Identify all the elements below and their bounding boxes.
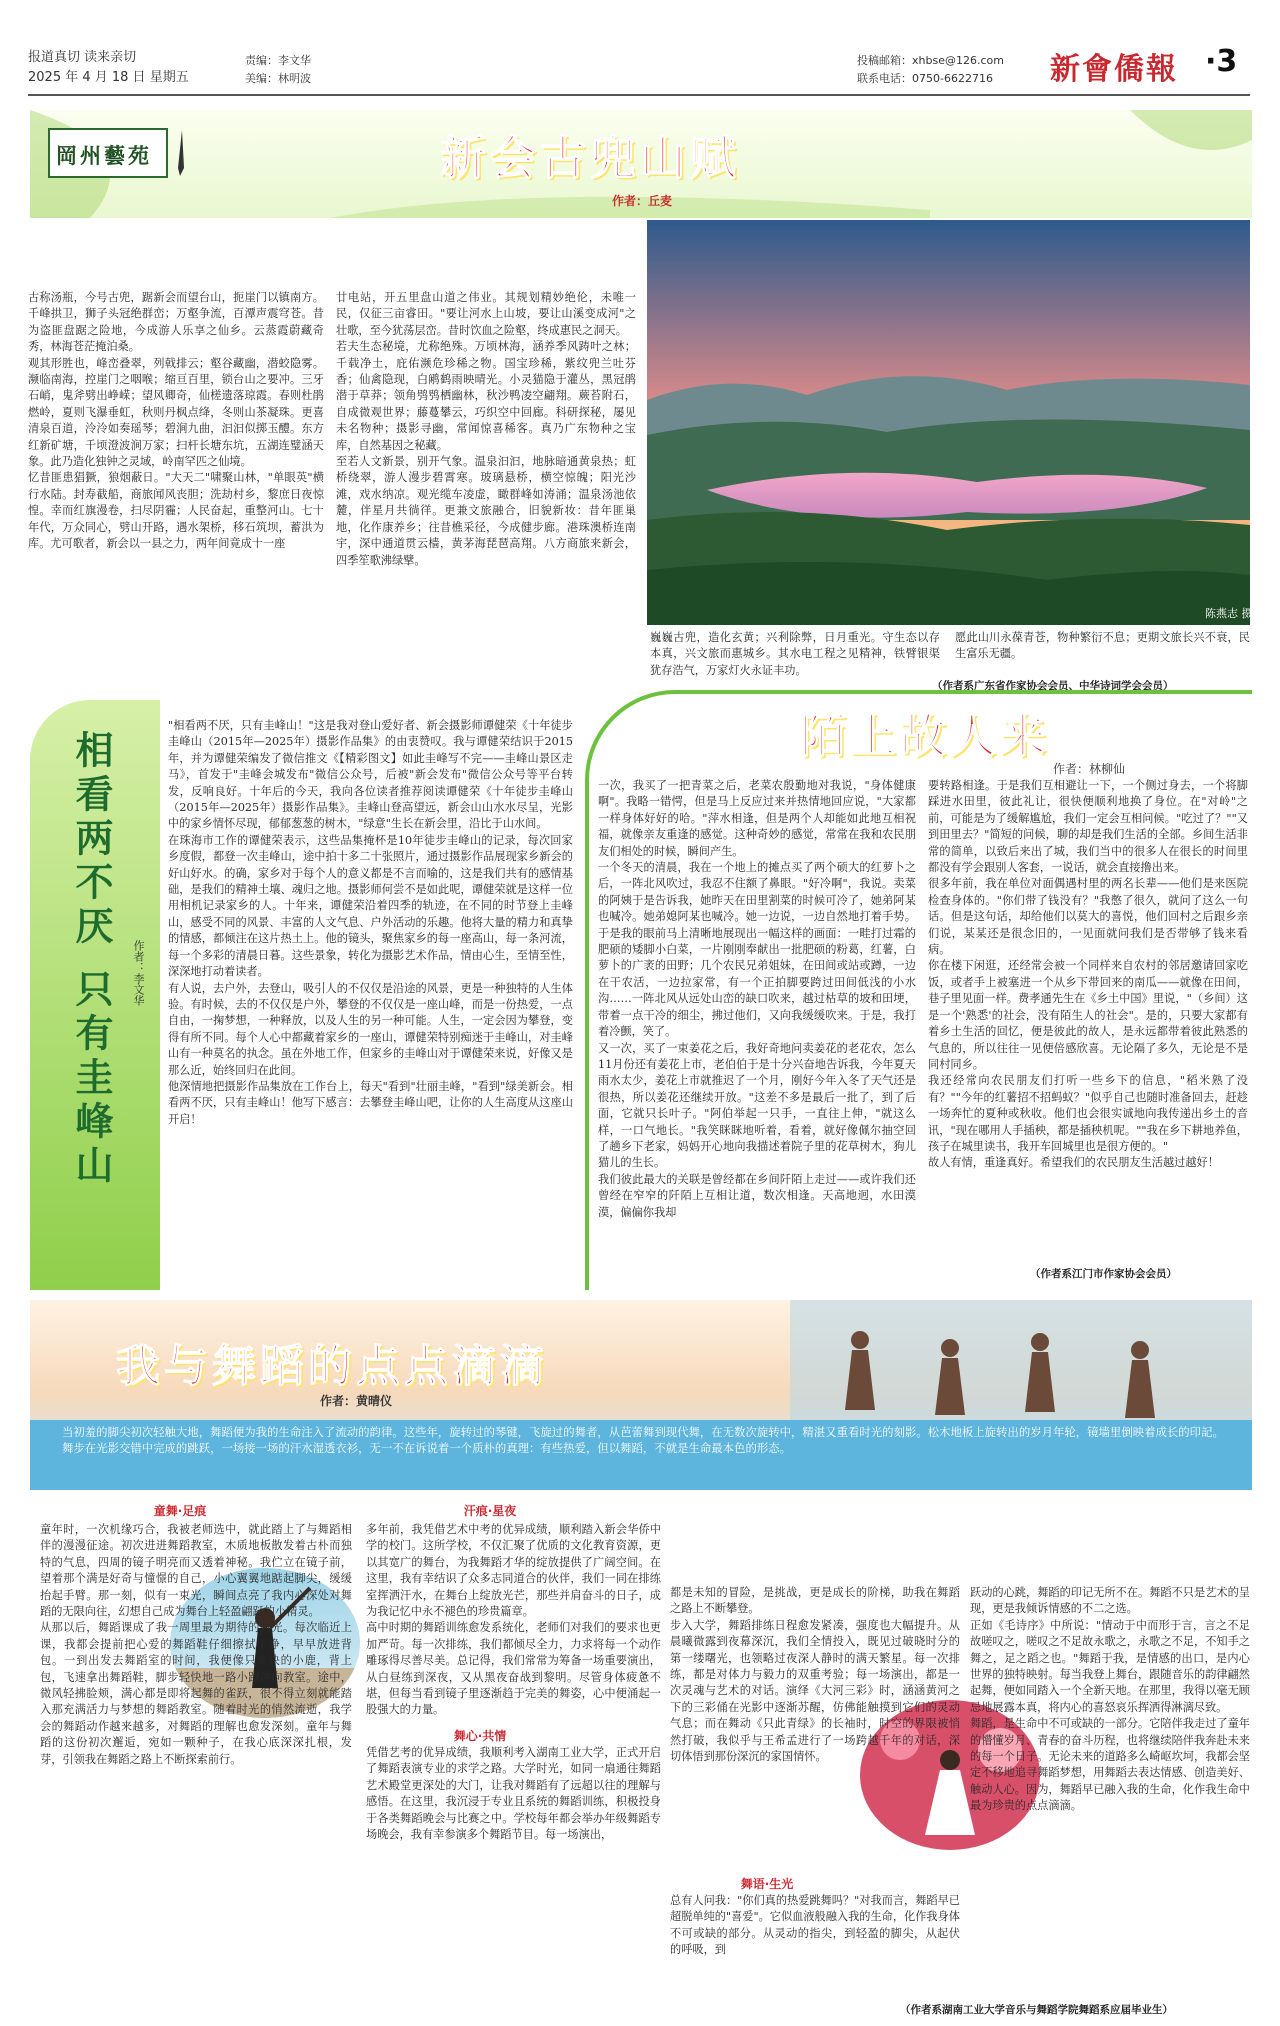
a1-author-note: （作者系广东省作家协会会员、中华诗词学会会员） — [932, 680, 1174, 692]
header-rule — [28, 94, 1250, 96]
a3-author: 作者：林柳仙 — [1053, 762, 1126, 776]
column-logo: 岡州藝苑 — [56, 143, 152, 168]
a1-body-col1: 古称汤瓶，今号古兜，踞新会而望台山，扼崖门以镇南方。千峰拱卫，狮子头冠绝群峦；万壑争流，百潭声震穹苍。昔为盗匪盘踞之险地，今成游人乐享之仙乡。云蒸霞蔚藏奇秀，林海苍茫掩泊桑。 观其形胜也，峰峦叠翠，列戟排云；壑谷藏幽，潜蛟隐雾。濒临南海，控崖门之咽喉；缩亘百里，锁台山之要冲。三牙石峭，鬼斧劈出峥嵘；望风卿奇，仙槎遗落琼霞。春则杜鹃燃岭，夏则飞瀑垂虹，秋则丹枫点绛，冬则山茶凝珠。更喜清泉百道，泠泠如奏瑶琴；碧涧九曲，汩汩似掷玉醴。东方红新矿塘，千顷澄波涧万家；扫杆长塘东坑，五湖连璧涵天象。此乃造化独钟之灵域，岭南罕匹之仙境。 忆昔匪患猖獗，狼烟蔽日。"大天二"啸聚山林，"单眼英"横行水陆。封寿截船，商旅闻风丧胆；洗劫村乡，黎庶日夜惊惶。幸而红旗漫卷，扫尽阴霾；人民奋起，重整河山。七十年代，万众同心，劈山开路，遇水架桥，移石筑坝，蓄洪为库。尤可歌者，新会以一县之力，两年间竟成十一座 — [28, 291, 324, 551]
a4-body-col1: 童年时，一次机缘巧合，我被老师选中，就此踏上了与舞蹈相伴的漫漫征途。初次进进舞蹈教室，木质地板散发着古朴而独特的气息，四周的镜子明亮而又透着神秘。我伫立在镜子前，望着那个满是好奇与憧憬的自己，小心翼翼地踮起脚尖，缓缓抬起手臂。那一刻，似有一束光，瞬间点亮了我内心深处对舞蹈的无限向往，幻想自己成为舞台上轻盈翩跹的小精灵。 从那以后，舞蹈课成了我一周里最为期待的时光。每次临近上课，我都会提前把心爱的舞蹈鞋仔细擦拭干净，早早放进背包。一到出发去舞蹈室的时间，我便像只欢快的小鹿，背上包，飞速拿出舞蹈鞋，脚步轻快地一路小跑冲向教室。途中，微风轻拂脸颊，满心都是即将起舞的雀跃，很不得立刻就能踏入那充满活力与梦想的舞蹈教室。随着时光的悄然流逝，我学会的舞蹈动作越来越多，对舞蹈的理解也愈发深刻。童年与舞蹈的这份初次邂逅，宛如一颗种子，在我心底深深扎根，发芽，引领我在舞蹈之路上不断探索前行。 — [40, 1523, 352, 1766]
a4-subhead-1: 童舞·足痕 — [153, 1504, 207, 1518]
a1-author: 作者：丘麦 — [612, 194, 673, 208]
a4-subhead-2: 汗痕·星夜 — [463, 1504, 517, 1518]
a4-subhead-3: 舞心·共情 — [453, 1729, 507, 1743]
a2-author: 作者：李文华 — [132, 940, 145, 1006]
a4-body-col2: 多年前，我凭借艺术中考的优异成绩，顺利踏入新会华侨中学的校门。这所学校，不仅汇聚了优质的文化教育资源，更以其宽广的舞台，为我舞蹈才华的绽放提供了广阔空间。在这里，我有幸结识了众多志同道合的伙伴，我们一同在排练室挥洒汗水，在舞台上绽放光芒，那些并肩奋斗的日子，成为我记忆中永不褪色的珍贵篇章。 高中时期的舞蹈训练愈发系统化，老师们对我们的要求也更加严苛。每一次排练，我们都倾尽全力，力求将每一个动作雕琢得尽善尽美。总记得，我们常常为筹备一场重要演出，从白昼练到深夜，又从黑夜奋战到黎明。尽管身体疲惫不堪，但每当看到镜子里逐渐趋于完美的舞姿，心中便涌起一股强大的力量。 — [366, 1523, 661, 1717]
a1-body-col3: 巍巍古兜，造化玄黄；兴利除弊，日月重光。守生态以存本真，兴文旅而惠城乡。其水电工程之见精神，铁臂银渠犹存浩气，万家灯火永证丰功。 — [650, 631, 940, 677]
page-number: ·3 — [1205, 44, 1238, 79]
masthead-logo: 新會僑報 — [1050, 52, 1178, 87]
a4-author-note: （作者系湖南工业大学音乐与舞蹈学院舞蹈系应届毕业生） — [900, 2004, 1173, 2016]
a4-body-col3: 都是未知的冒险，是挑战，更是成长的阶梯，助我在舞蹈之路上不断攀登。 步入大学，舞蹈排练日程愈发紧凑，强度也大幅提升。从晨曦微露到夜幕深沉，我们全情投入，既见过破晓时分的第一缕曙光，也领略过夜深人静时的满天繁星。每一次排练，都是对体力与毅力的双重考验；每一场演出，都是一次灵魂与艺术的对话。演绎《大河三彩》时，涵涵黄河之下的三彩俑在光影中逐渐苏醒，仿佛能触摸到它们的灵动气息；而在舞动《只此青绿》的长袖时，时空的界限被悄然打破，我似乎与王希孟进行了一场跨越千年的对话，深切体悟到那份深沉的家国情怀。 — [670, 1586, 960, 1764]
a3-author-note: （作者系江门市作家协会会员） — [1030, 1268, 1177, 1280]
a1-body-col2: 廿电站，开五里盘山道之伟业。其规划精妙绝伦，未唯一民，仅征三亩睿田。"要让河水上山坡，要让山溪变成河"之壮歌，至今犹荡层峦。昔时饮血之险壑，终成惠民之洞天。 若夫生态秘境，尤称绝殊。万顷林海，涵养季风踌叶之林；千载净土，庇佑濒危珍稀之物。国宝珍稀，紫纹兜兰吐芬香；仙禽隐现，白鹇鹤雨映晴光。小灵猫隐于灌丛，黑冠鹃潜于草莽；领角鸮鸮栖幽林，秋沙鸭凌空翩翔。蕨苔附石，自成微观世界；藤蔓攀云，巧织空中回廊。科研探秘，屡见未名物种；摄影寻幽，常闻惊喜稀客。真乃广东物种之宝库，自然基因之秘藏。 至若人文新景，别开气象。温泉汩汩，地脉暗通黄泉热；虹桥绕翠，游人漫步碧霄寒。玻璃悬桥，横空惊魄；阳光沙滩，戏水纳凉。观光缆车凌虚，瞰群峰如涛涌；温泉汤池依麓，伴星月共徜徉。更兼文旅融合，旧貌新妆：昔年匪巢地，化作康养乡；往昔樵采径，今成健步廊。港珠澳桥连南宇，深中通道贯云樯，黄茅海琵琶高翔。八方商旅来新会，四季笙歌沸绿擘。 — [336, 291, 636, 567]
a4-body-col4: 跃动的心跳，舞蹈的印记无所不在。舞蹈不只是艺术的呈现，更是我倾诉情感的不二之选。 正如《毛诗序》中所说："情动于中而形于言，言之不足故嗟叹之，嗟叹之不足故永歌之，永歌之不足，不知手之舞之，足之蹈之也。"舞蹈于我，是情感的出口，是内心世界的独特映射。每当我登上舞台，跟随音乐的韵律翩然起舞，便如同踏入一个全新天地。在那里，我得以毫无顾忌地展露本真，将内心的喜怒哀乐挥洒得淋漓尽致。 舞蹈，是生命中不可或缺的一部分。它陪伴我走过了童年的懵懂岁月、青春的奋斗历程，也将继续陪伴我奔赴未来的每一个日子。无论未来的道路多么崎岖坎坷，我都会坚定不移地追寻舞蹈梦想，用舞蹈去表达情感、创造美好、触动人心。因为，舞蹈早已融入我的生命，化作我生命中最为珍贵的点点滴滴。 — [970, 1586, 1250, 1813]
header-designer: 美编：林明波 — [245, 72, 311, 85]
a1-photo-credit: 陈燕志 摄 — [1205, 607, 1253, 620]
a1-body-col4: 愿此山川永葆青苍，物种繁衍不息；更期文旅长兴不衰，民生富乐无疆。 — [955, 631, 1250, 661]
header-phone: 联系电话：0750-6622716 — [857, 72, 993, 85]
header-email: 投稿邮箱：xhbse@126.com — [857, 54, 1004, 67]
header-slogan: 报道真切 读来亲切 — [28, 50, 137, 65]
a4-intro: 当初羞的脚尖初次轻触大地，舞蹈便为我的生命注入了流动的韵律。这些年，旋转过的琴键，飞旋过的舞者，从芭蕾舞到现代舞，在无数次旋转中，精湛又重看时光的刻影。松木地板上旋转出的岁月年轮，镜墙里倒映着成长的印記。舞步在光影交错中完成的跳跃，一场接一场的汗水湿透衣衫，无一不在诉说着一个质朴的真理：有些热爱，但以舞蹈，不就是生命最本色的形态。 — [62, 1425, 1224, 1455]
a4-subhead-4: 舞语·生光 — [740, 1877, 794, 1891]
header-editor: 责编：李文华 — [245, 54, 311, 67]
header-date: 2025 年 4 月 18 日 星期五 — [28, 70, 189, 85]
a3-body-col2: 要转路相逢。于是我们互相避让一下，一个侧过身去，一个将脚踩进水田里，彼此礼让，很快便顺利地换了身位。在"对岭"之前，可能是为了缓解尴尬，我们一定会互相问候。"吃过了？""又到田里去？"简短的问候，聊的却是我们生活的全部。乡间生活非常的简单，以致后来出了城，我们当中的很多人在很长的时间里都没有学会跟别人客套，一说话，就会直接撸出来。 很多年前，我在单位对面偶遇村里的两名长辈——他们是来医院检查身体的。"你们带了钱没有？"我憋了很久，就问了这么一句话。但是这句话，却给他们以莫大的喜悦，他们回村之后跟乡亲们说，某某还是很念旧的，一见面就问我们是否带够了钱来看病。 你在楼下闲逛，还经常会被一个同样来自农村的邻居邀请回家吃饭，或者手上被塞进一个从乡下带回来的南瓜——就像在田间，巷子里见面一样。费孝通先生在《乡土中国》里说，"（乡间）这是一个'熟悉'的社会，没有陌生人的社会"。是的，只要大家都有着乡土生活的回忆，便是彼此的故人，是永远都带着彼此熟悉的气息的，所以往往一见便倍感欣喜。无论隔了多久，无论是不是同村同乡。 我还经常向农民朋友们打听一些乡下的信息，"稻米熟了没有？""今年的红薯招不招蚂蚁？"似乎自己也随时准备回去，赶趁一场奔忙的夏种或秋收。他们也会很实诚地向我传递出乡土的音讯，"现在哪用人手插秧，都是插秧机呢。""我在乡下耕地养鱼，孩子在城里读书，我开车回城里也是很方便的。" 故人有情，重逢真好。希望我们的农民朋友生活越过越好！ — [928, 779, 1248, 1170]
a4-title: 我与舞蹈的点点滴滴 — [116, 1341, 548, 1392]
a2-title: 相看两不厌 只有圭峰山 — [69, 730, 113, 1190]
a1-landscape-photo — [647, 220, 1250, 625]
a4-author: 作者：黄晴仪 — [320, 1394, 393, 1408]
a4-body-col2b: 凭借艺考的优异成绩，我顺利考入湖南工业大学，正式开启了舞蹈表演专业的求学之路。大学时光，如同一扇通往舞蹈艺术殿堂更深处的大门，让我对舞蹈有了远超以往的理解与感悟。在这里，我沉浸于专业且系统的舞蹈训练，积极投身于各类舞蹈晚会与比赛之中。学校每年都会举办年级舞蹈专场晚会，我有幸参演多个舞蹈节目。每一场演出， — [366, 1746, 661, 1842]
a3-title: 陌上故人来 — [800, 709, 1050, 763]
a2-body: "相看两不厌，只有圭峰山！"这是我对登山爱好者、新会摄影师谭健荣《十年徒步圭峰山（2015年—2025年）摄影作品集》的由衷赞叹。我与谭健荣结识于2015年，并为谭健荣编发了微信推文《【精彩图文】如此圭峰写不完——圭峰山景区走马》，首发于"圭峰会城发布"微信公众号，后被"新会发布"微信公众号等平台转发，反响良好。十年后的今天，我向各位读者推荐阅读谭健荣《十年徒步圭峰山（2015年—2025年）摄影作品集》。圭峰山登高望远，新会山山水水尽呈，光影中的家乡情怀尽现，郁郁葱葱的树木，"绿意"生长在新会里，沿比于山水间。 在珠海市工作的谭健荣表示，这些品集掩杯是10年徒步圭峰山的记录，每次回家乡度假，都登一次圭峰山，途中拍十多二十张照片，通过摄影作品展现家乡新会的好山好水。的确，家乡对于每个人的意义都是不言而喻的，这是我们共有的感情基础，是我们的精神土壤、魂归之地。摄影师何尝不是如此呢，谭健荣就是这样一位用相机记录家乡的人。十年来，谭健荣沿着四季的轨迹，在不同的时节登上圭峰山，感受不同的风景、丰富的人文气息、户外活动的乐趣。他将大量的精力和真挚的情感，都倾注在这片热土上。他的镜头，聚焦家乡的每一座高山，每一条河流，每一个多彩的清晨日暮。这些景象，转化为摄影艺术作品，情由心生，至情至性，深深地打动着读者。 有人说，去户外，去登山，吸引人的不仅仅是沿途的风景，更是一种独特的人生体验。有时候，去的不仅仅是户外，攀登的不仅仅是一座山峰，而是一份热爱，一点自由，一掬梦想，一种释放，以及人生的另一种可能。人生，一定会因为攀登，变得有所不同。每个人心中都藏着家乡的一座山，谭健荣特别痴迷于圭峰山，对圭峰山有一种莫名的执念。虽在外地工作，但家乡的圭峰山对于谭健荣来说，好像又是那么近，始终回归在此间。 他深情地把摄影作品集放在工作台上，每天"看到"壮丽圭峰，"看到"绿美新会。相看两不厌，只有圭峰山！他写下感言：去攀登圭峰山吧，让你的人生高度从这座山开启！ — [168, 719, 573, 1126]
brush-icon — [172, 128, 192, 178]
a1-title: 新会古兜山赋 — [440, 131, 740, 185]
a3-body-col1: 一次，我买了一把青菜之后，老菜农殷勤地对我说，"身体健康啊"。我略一错愕，但是马上反应过来并热情地回应说，"大家都一样身体好好的哈。"萍水相逢，但是两个人却能如此地互相祝福，就像亲友重逢的感觉。这种奇妙的感觉，常常在我和农民朋友们相处的时候，瞬间产生。 一个冬天的清晨，我在一个地上的摊点买了两个硕大的红萝卜之后，一阵北风吹过，我忍不住额了鼻眼。"好冷啊"，我说。卖菜的阿姨于是告诉我，她昨天在田里割菜的时候可冷了，她弟阿某也喊冷。她弟媳阿某也喊冷。她一边说，一边自然地打着手势。于是我的眼前马上清晰地展现出一幅这样的画面：一畦打过霜的肥硕的矮脚小白菜，一片刚刚奉献出一批肥硕的粉葛，红薯，白萝卜的广袤的田野；几个农民兄弟姐妹，在田间或站或蹲，一边在干农活，一边拉家常，有一个正拍脚要跨过田间低浅的小水沟……一阵北风从远处山峦的缺口吹来，越过枯草的坡和田埂，带着一点干冷的细尘，拂过他们，又向我缓缓吹来。于是，我打着冷颤，笑了。 又一次，买了一束姜花之后，我好奇地问卖姜花的老花农，怎么11月份还有姜花上市，老伯伯于是十分兴奋地告诉我，今年夏天雨水太少，姜花上市就推迟了一个月，刚好今年入冬了天气还是很热，所以姜花还继续开放。"这差不多是最后一批了，到了后面，它就只长叶子。"阿伯举起一只手，一直往上伸，"就这么样，一口气地长。"我笑眯眯地听着，看着，就好像佩尔抽空回了趟乡下老家，妈妈开心地向我描述着院子里的花草树木，狗儿猫儿的生长。 我们彼此最大的关联是曾经都在乡间阡陌上走过——或许我们还曾经在窄窄的阡陌上互相让道，数次相逢。天高地迥，水田漠漠，偏偏你我却 — [598, 779, 916, 1219]
a4-body-col3b: 总有人问我："你们真的热爱跳舞吗？"对我而言，舞蹈早已超脱单纯的"喜爱"。它似血液般融入我的生命，化作我身体不可或缺的部分。从灵动的指尖，到轻盈的脚尖，从起伏的呼吸，到 — [670, 1894, 960, 1957]
